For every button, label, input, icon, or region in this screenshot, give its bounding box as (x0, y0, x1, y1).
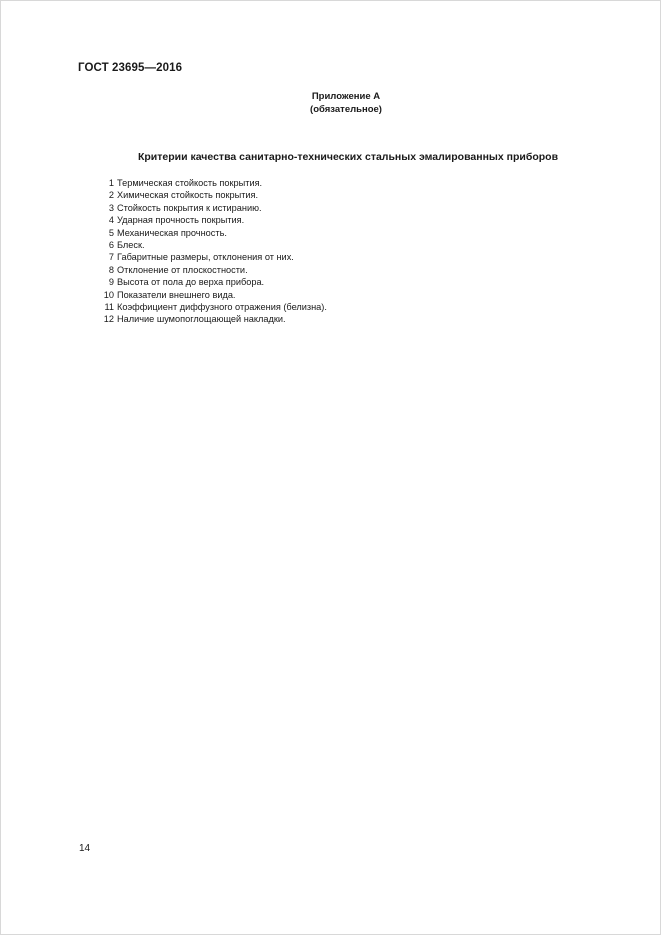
list-item-number: 7 (108, 252, 114, 263)
list-item-number: 11 (104, 302, 114, 313)
list-item (98, 251, 327, 263)
list-item (98, 301, 327, 313)
list-item (98, 264, 327, 276)
list-item (98, 177, 327, 189)
list-item (98, 239, 327, 251)
list-item-number: 9 (108, 277, 114, 288)
list-item-text: Химическая стойкость покрытия. (117, 190, 259, 201)
list-item (98, 227, 327, 239)
list-item-number: 12 (103, 314, 114, 325)
list-item (98, 214, 327, 226)
page-number: 14 (79, 843, 91, 854)
list-item-text: Высота от пола до верха прибора. (117, 277, 265, 288)
list-item-text: Показатели внешнего вида. (117, 289, 236, 300)
list-item-number: 2 (108, 190, 114, 201)
document-header: ГОСТ 23695—2016 (78, 62, 183, 74)
list-item-number: 3 (108, 202, 114, 213)
list-item-text: Механическая прочность. (117, 227, 227, 238)
section-title: Критерии качества санитарно-технических стальных эмалированных приборов (137, 151, 559, 163)
list-item-text: Термическая стойкость покрытия. (117, 178, 263, 188)
appendix-heading (200, 90, 492, 116)
list-item (98, 276, 327, 288)
list-item-number: 8 (108, 264, 114, 275)
list-item-text: Блеск. (117, 240, 145, 251)
list-item (98, 289, 327, 301)
list-item-number: 1 (108, 178, 114, 188)
list-item (98, 189, 327, 201)
list-item-number: 10 (103, 289, 114, 300)
list-item-number: 5 (108, 227, 114, 238)
list-item-text: Наличие шумопоглощающей накладки. (117, 314, 286, 325)
appendix-status: (обязательное) (310, 104, 382, 115)
list-item (98, 313, 327, 325)
list-item-number: 4 (108, 215, 114, 226)
list-item-text: Отклонение от плоскостности. (117, 264, 248, 275)
list-item-text: Ударная прочность покрытия. (117, 215, 245, 226)
criteria-list (98, 177, 327, 326)
list-item-text: Коэффициент диффузного отражения (белизна). (117, 302, 327, 313)
appendix-title: Приложение А (311, 91, 381, 102)
list-item-text: Габаритные размеры, отклонения от них. (117, 252, 294, 263)
list-item-number: 6 (108, 240, 114, 251)
list-item (98, 202, 327, 214)
list-item-text: Стойкость покрытия к истиранию. (117, 202, 262, 213)
